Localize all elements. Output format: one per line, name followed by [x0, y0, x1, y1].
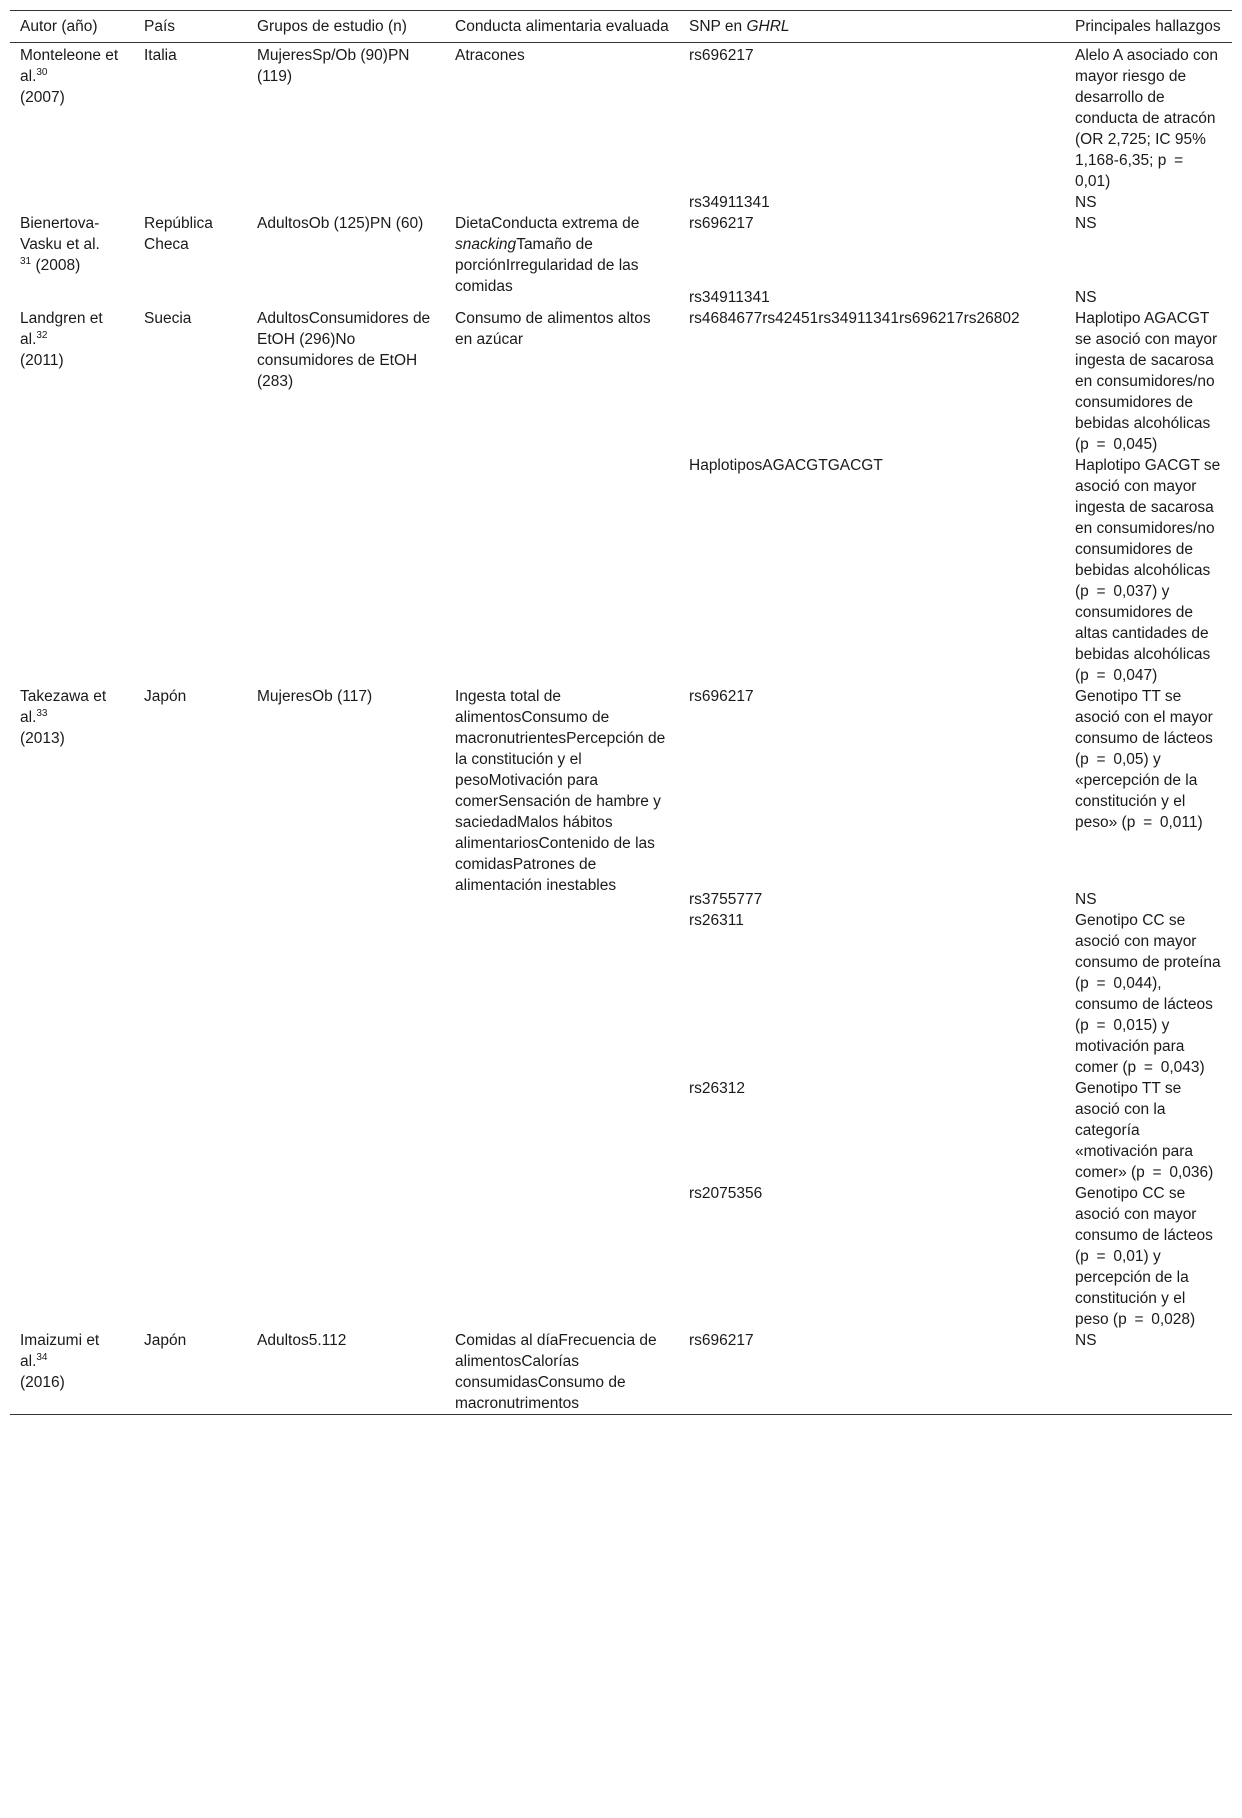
author-name: Landgren et al. [20, 310, 103, 348]
header-country: País [144, 18, 176, 35]
cell-behavior: Consumo de alimentos altos en azúcar [455, 310, 651, 348]
cell-snp: rs696217 [689, 215, 754, 232]
author-ref: 34 [36, 1351, 48, 1363]
author-name: Bienertova-Vasku et al. [20, 215, 100, 253]
header-snp [679, 11, 1065, 43]
behavior-part-italic: snacking [455, 236, 517, 253]
cell-behavior: Ingesta total de alimentosConsumo de macronutrientesPercepción de la constitución y el pesoMotivación para comerSensación de hambre y saciedadMalos hábitos alimentariosContenido de las comidasPatrones de alimentación inestables [455, 688, 666, 894]
header-snp-prefix: SNP en [689, 18, 747, 35]
cell-snp: rs2075356 [689, 1185, 763, 1202]
behavior-part: DietaConducta extrema de [455, 215, 640, 232]
cell-groups: AdultosOb (125)PN (60) [257, 215, 424, 232]
cell-finding: Genotipo TT se asoció con la categoría «motivación para comer» (p = 0,036) [1075, 1080, 1214, 1181]
cell-behavior: Comidas al díaFrecuencia de alimentosCalorías consumidasConsumo de macronutrimentos [455, 1332, 657, 1412]
cell-author [10, 308, 134, 686]
cell-finding: NS [1075, 194, 1097, 211]
cell-snp: rs4684677rs42451rs34911341rs696217rs26802 [689, 310, 1020, 327]
author-ref: 31 [20, 255, 32, 267]
table-row [10, 43, 1232, 193]
cell-finding: Haplotipo AGACGT se asoció con mayor ingesta de sacarosa en consumidores/no consumidores de bebidas alcohólicas (p = 0,045) [1075, 310, 1218, 453]
cell-country: República Checa [144, 215, 213, 253]
author-ref: 32 [36, 329, 48, 341]
table-row [10, 308, 1232, 455]
cell-snp: rs34911341 [689, 194, 770, 211]
cell-snp: rs696217 [689, 688, 754, 705]
table-row [10, 213, 1232, 287]
cell-finding: Alelo A asociado con mayor riesgo de desarrollo de conducta de atracón (OR 2,725; IC 95% 1,168-6,35; p = 0,01) [1075, 47, 1219, 190]
cell-snp: rs26311 [689, 912, 744, 929]
author-year: (2008) [35, 257, 81, 274]
table-row [10, 686, 1232, 889]
table-body [10, 43, 1232, 1415]
cell-snp: rs34911341 [689, 289, 770, 306]
cell-author [10, 43, 134, 214]
header-author: Autor (año) [20, 18, 98, 35]
cell-country: Japón [144, 1332, 187, 1349]
author-name: Imaizumi et al. [20, 1332, 100, 1370]
cell-groups: Adultos5.112 [257, 1332, 347, 1349]
author-year: (2011) [20, 352, 64, 369]
cell-groups: MujeresOb (117) [257, 688, 373, 705]
cell-behavior: Atracones [455, 47, 525, 64]
cell-snp: rs26312 [689, 1080, 746, 1097]
header-row [10, 11, 1232, 43]
author-year: (2016) [20, 1374, 65, 1391]
author-name: Takezawa et al. [20, 688, 107, 726]
header-behavior: Conducta alimentaria evaluada [455, 18, 669, 35]
cell-finding: NS [1075, 891, 1097, 908]
cell-finding: NS [1075, 289, 1097, 306]
behavior-part: Tamaño de porciónIrregularidad de las comidas [455, 236, 639, 295]
header-groups: Grupos de estudio (n) [257, 18, 407, 35]
cell-finding: Genotipo TT se asoció con el mayor consumo de lácteos (p = 0,05) y «percepción de la constitución y el peso» (p = 0,011) [1075, 688, 1213, 831]
ghrl-snp-table [10, 10, 1232, 1415]
cell-snp: rs696217 [689, 1332, 754, 1349]
author-name: Monteleone et al. [20, 47, 119, 85]
cell-country: Suecia [144, 310, 192, 327]
cell-finding: Genotipo CC se asoció con mayor consumo de proteína (p = 0,044), consumo de lácteos (p = 0,015) y motivación para comer (p = 0,043) [1075, 912, 1221, 1076]
author-ref: 30 [36, 66, 48, 78]
cell-snp: rs3755777 [689, 891, 763, 908]
cell-behavior [445, 213, 679, 308]
cell-author [10, 1330, 134, 1415]
author-year: (2013) [20, 730, 65, 747]
author-ref: 33 [36, 707, 48, 719]
cell-country: Italia [144, 47, 177, 64]
cell-author [10, 213, 134, 308]
cell-snp: rs696217 [689, 47, 754, 64]
cell-author [10, 686, 134, 1330]
cell-groups: AdultosConsumidores de EtOH (296)No consumidores de EtOH (283) [257, 310, 431, 390]
author-year: (2007) [20, 89, 65, 106]
table-row [10, 1330, 1232, 1415]
header-findings: Principales hallazgos [1075, 18, 1221, 35]
header-snp-gene: GHRL [746, 18, 790, 35]
cell-finding: NS [1075, 1332, 1097, 1349]
cell-finding: Haplotipo GACGT se asoció con mayor ingesta de sacarosa en consumidores/no consumidores de bebidas alcohólicas (p = 0,037) y consumidores de altas cantidades de bebidas alcohólicas (p = 0,047) [1075, 457, 1221, 684]
cell-finding: NS [1075, 215, 1097, 232]
cell-country: Japón [144, 688, 187, 705]
cell-groups: MujeresSp/Ob (90)PN (119) [257, 47, 410, 85]
table-container [10, 10, 1232, 1415]
cell-snp: HaplotiposAGACGTGACGT [689, 457, 883, 474]
table-header [10, 11, 1232, 43]
cell-finding: Genotipo CC se asoció con mayor consumo de lácteos (p = 0,01) y percepción de la constitución y el peso (p = 0,028) [1075, 1185, 1213, 1328]
